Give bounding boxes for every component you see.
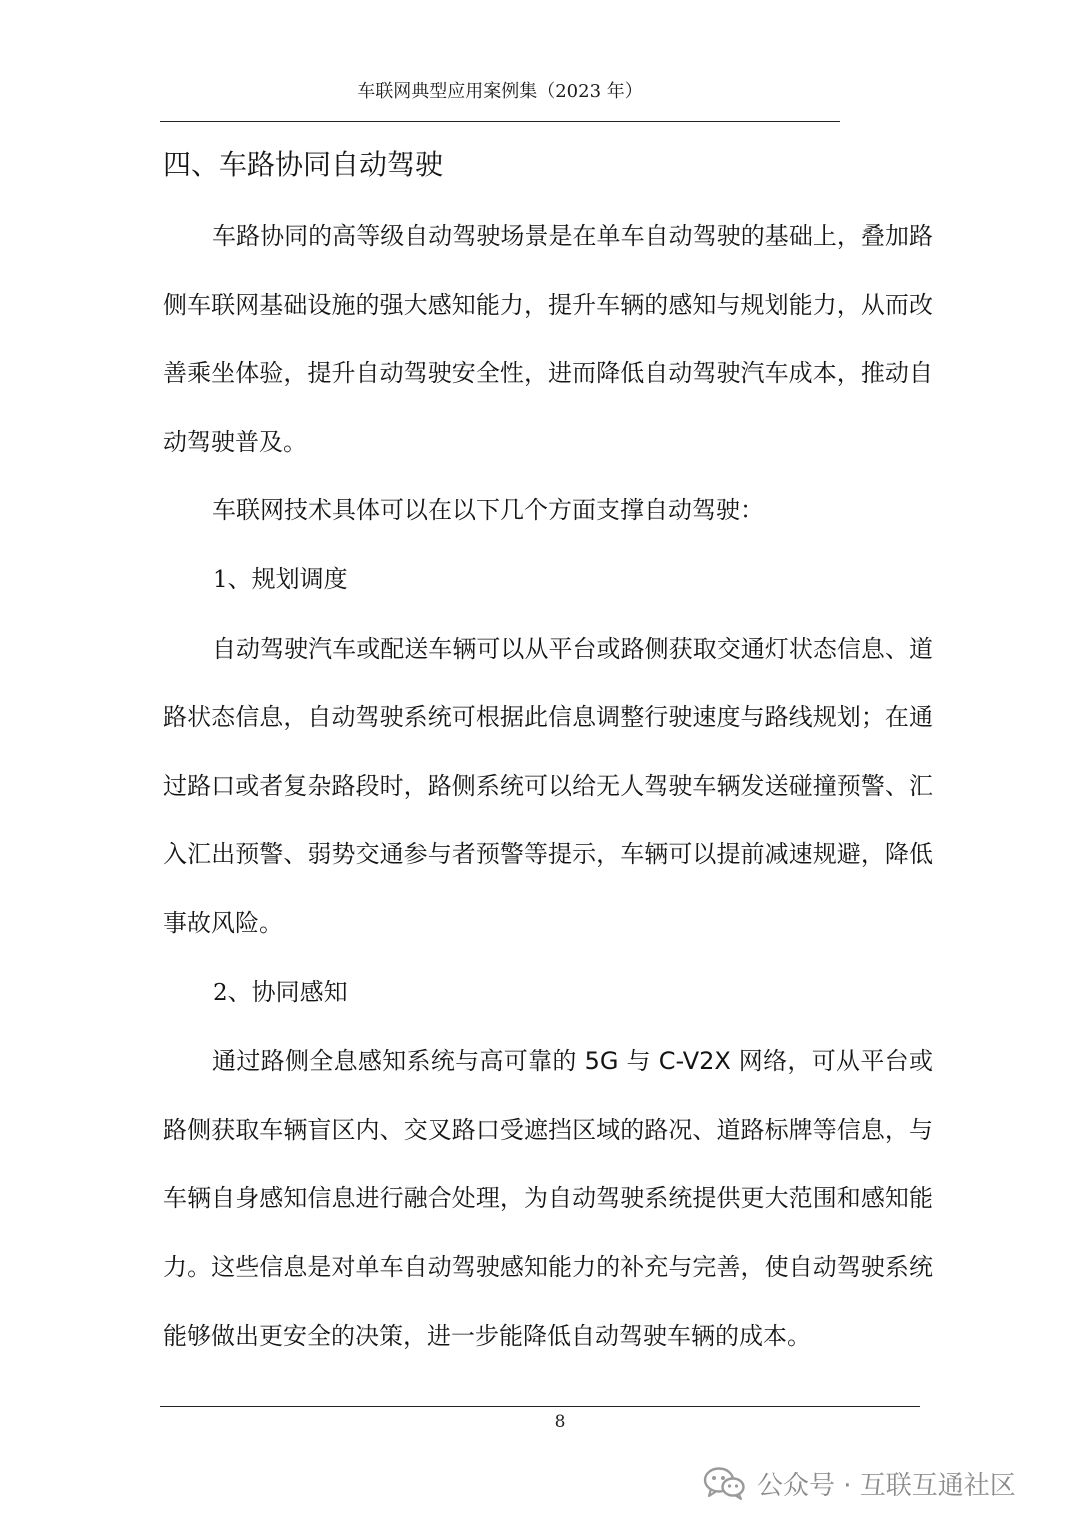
perception-paragraph: 通过路侧全息感知系统与高可靠的 5G 与 C-V2X 网络，可从平台或路侧获取车辆盲区内、交叉路口受遮挡区域的路况、道路标牌等信息，与车辆自身感知信息进行融合处理，为自动驾驶系统提供更大范围和感知能力。这些信息是对单车自动驾驶感知能力的补充与完善，使自动驾驶系统能够做出更安全的决策，进一步能降低自动驾驶车辆的成本。 [163, 1047, 933, 1350]
page-header: 车联网典型应用案例集（2023 年） [357, 81, 643, 102]
subsection-heading-planning [163, 545, 933, 615]
subsection-number: 2 [213, 979, 228, 1006]
subsection-heading-perception [163, 958, 933, 1028]
subsection-title: 规划调度 [251, 564, 348, 593]
subsection-separator: 、 [227, 977, 252, 1006]
lead-paragraph: 车联网技术具体可以在以下几个方面支撑自动驾驶： [212, 496, 764, 525]
section-title: 四、车路协同自动驾驶 [163, 148, 444, 181]
footer-divider [160, 1406, 920, 1407]
intro-paragraph: 车路协同的高等级自动驾驶场景是在单车自动驾驶的基础上，叠加路侧车联网基础设施的强大感知能力，提升车辆的感知与规划能力，从而改善乘坐体验，提升自动驾驶安全性，进而降低自动驾驶汽车成本，推动自动驾驶普及。 [163, 222, 933, 456]
watermark [703, 1458, 1016, 1508]
page-number: 8 [554, 1412, 566, 1432]
subsection-separator: 、 [227, 564, 252, 593]
header-divider [160, 121, 840, 122]
subsection-number: 1 [213, 566, 228, 593]
planning-paragraph: 自动驾驶汽车或配送车辆可以从平台或路侧获取交通灯状态信息、道路状态信息，自动驾驶系统可根据此信息调整行驶速度与路线规划；在通过路口或者复杂路段时，路侧系统可以给无人驾驶车辆发送碰撞预警、汇入汇出预警、弱势交通参与者预警等提示，车辆可以提前减速规避，降低事故风险。 [163, 634, 933, 937]
watermark-text: 公众号 · 互联互通社区 [757, 1470, 1016, 1501]
wechat-icon [703, 1466, 745, 1500]
document-body [163, 128, 933, 1370]
subsection-title: 协同感知 [251, 977, 348, 1006]
